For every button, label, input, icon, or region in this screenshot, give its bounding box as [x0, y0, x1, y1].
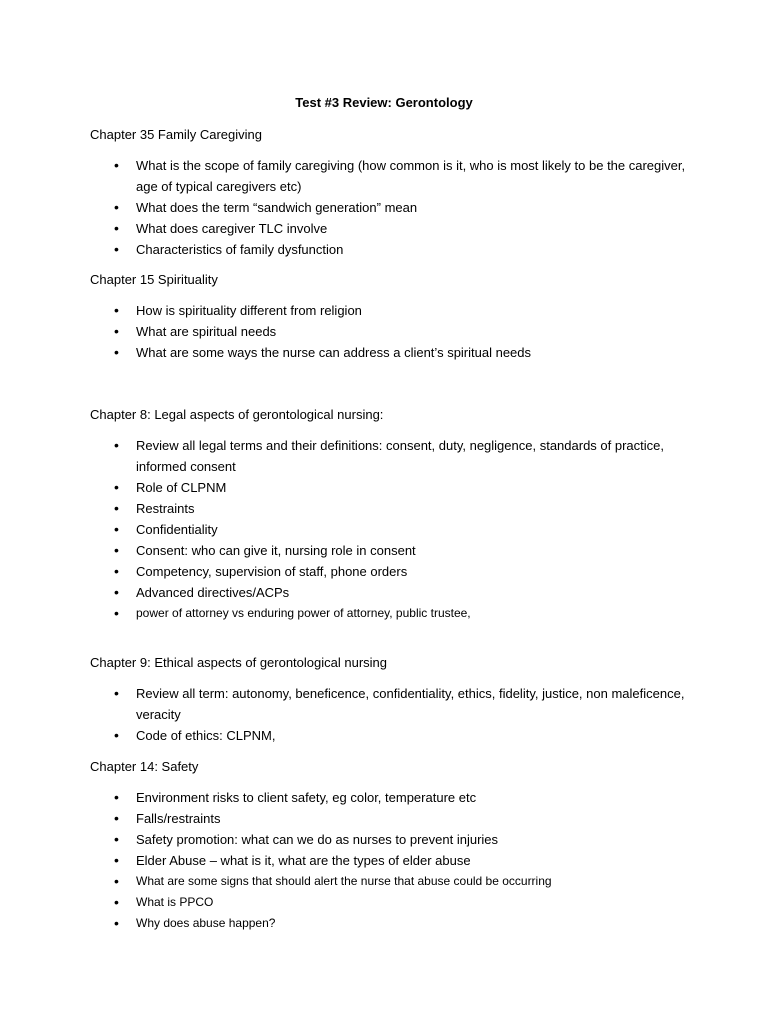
list-item: • Safety promotion: what can we do as nurses to prevent injuries	[90, 829, 690, 850]
list-item: • What does the term “sandwich generation” mean	[90, 197, 690, 218]
list-item: • What are some signs that should alert the nurse that abuse could be occurring	[90, 871, 690, 892]
document-title: Test #3 Review: Gerontology	[295, 95, 473, 110]
section-heading: Chapter 35 Family Caregiving	[90, 127, 262, 142]
list-item: • What are some ways the nurse can address a client’s spiritual needs	[90, 342, 690, 363]
bullet-list	[90, 683, 690, 746]
list-item: • Review all legal terms and their definitions: consent, duty, negligence, standards of practice, informed consent	[90, 435, 690, 477]
bullet-list	[90, 787, 690, 934]
section-heading: Chapter 9: Ethical aspects of gerontological nursing	[90, 655, 388, 670]
section-heading: Chapter 14: Safety	[90, 759, 199, 774]
list-item: • power of attorney vs enduring power of attorney, public trustee,	[90, 603, 690, 624]
list-item: • Consent: who can give it, nursing role in consent	[90, 540, 690, 561]
list-item: • Confidentiality	[90, 519, 690, 540]
list-item: • Environment risks to client safety, eg color, temperature etc	[90, 787, 690, 808]
bullet-list	[90, 300, 690, 363]
section-spirituality	[90, 270, 690, 363]
bullet-list	[90, 435, 690, 624]
list-item: • What is the scope of family caregiving (how common is it, who is most likely to be the caregiver, age of typical caregivers etc)	[90, 155, 690, 197]
list-item: • Why does abuse happen?	[90, 913, 690, 934]
list-item: • How is spirituality different from religion	[90, 300, 690, 321]
list-item: • Characteristics of family dysfunction	[90, 239, 690, 260]
section-ethical-aspects	[90, 653, 690, 746]
list-item: • Competency, supervision of staff, phone orders	[90, 561, 690, 582]
section-family-caregiving	[90, 125, 690, 260]
list-item: • What are spiritual needs	[90, 321, 690, 342]
section-legal-aspects	[90, 405, 690, 624]
list-item: • Falls/restraints	[90, 808, 690, 829]
bullet-list	[90, 155, 690, 260]
section-heading: Chapter 8: Legal aspects of gerontological nursing:	[90, 407, 384, 422]
list-item: • Advanced directives/ACPs	[90, 582, 690, 603]
list-item: • Role of CLPNM	[90, 477, 690, 498]
section-heading: Chapter 15 Spirituality	[90, 272, 218, 287]
list-item: • What does caregiver TLC involve	[90, 218, 690, 239]
list-item: • Review all term: autonomy, beneficence, confidentiality, ethics, fidelity, justice, non maleficence, veracity	[90, 683, 690, 725]
list-item: • Elder Abuse – what is it, what are the types of elder abuse	[90, 850, 690, 871]
section-safety	[90, 757, 690, 934]
list-item: • What is PPCO	[90, 892, 690, 913]
list-item: • Restraints	[90, 498, 690, 519]
list-item: • Code of ethics: CLPNM,	[90, 725, 690, 746]
